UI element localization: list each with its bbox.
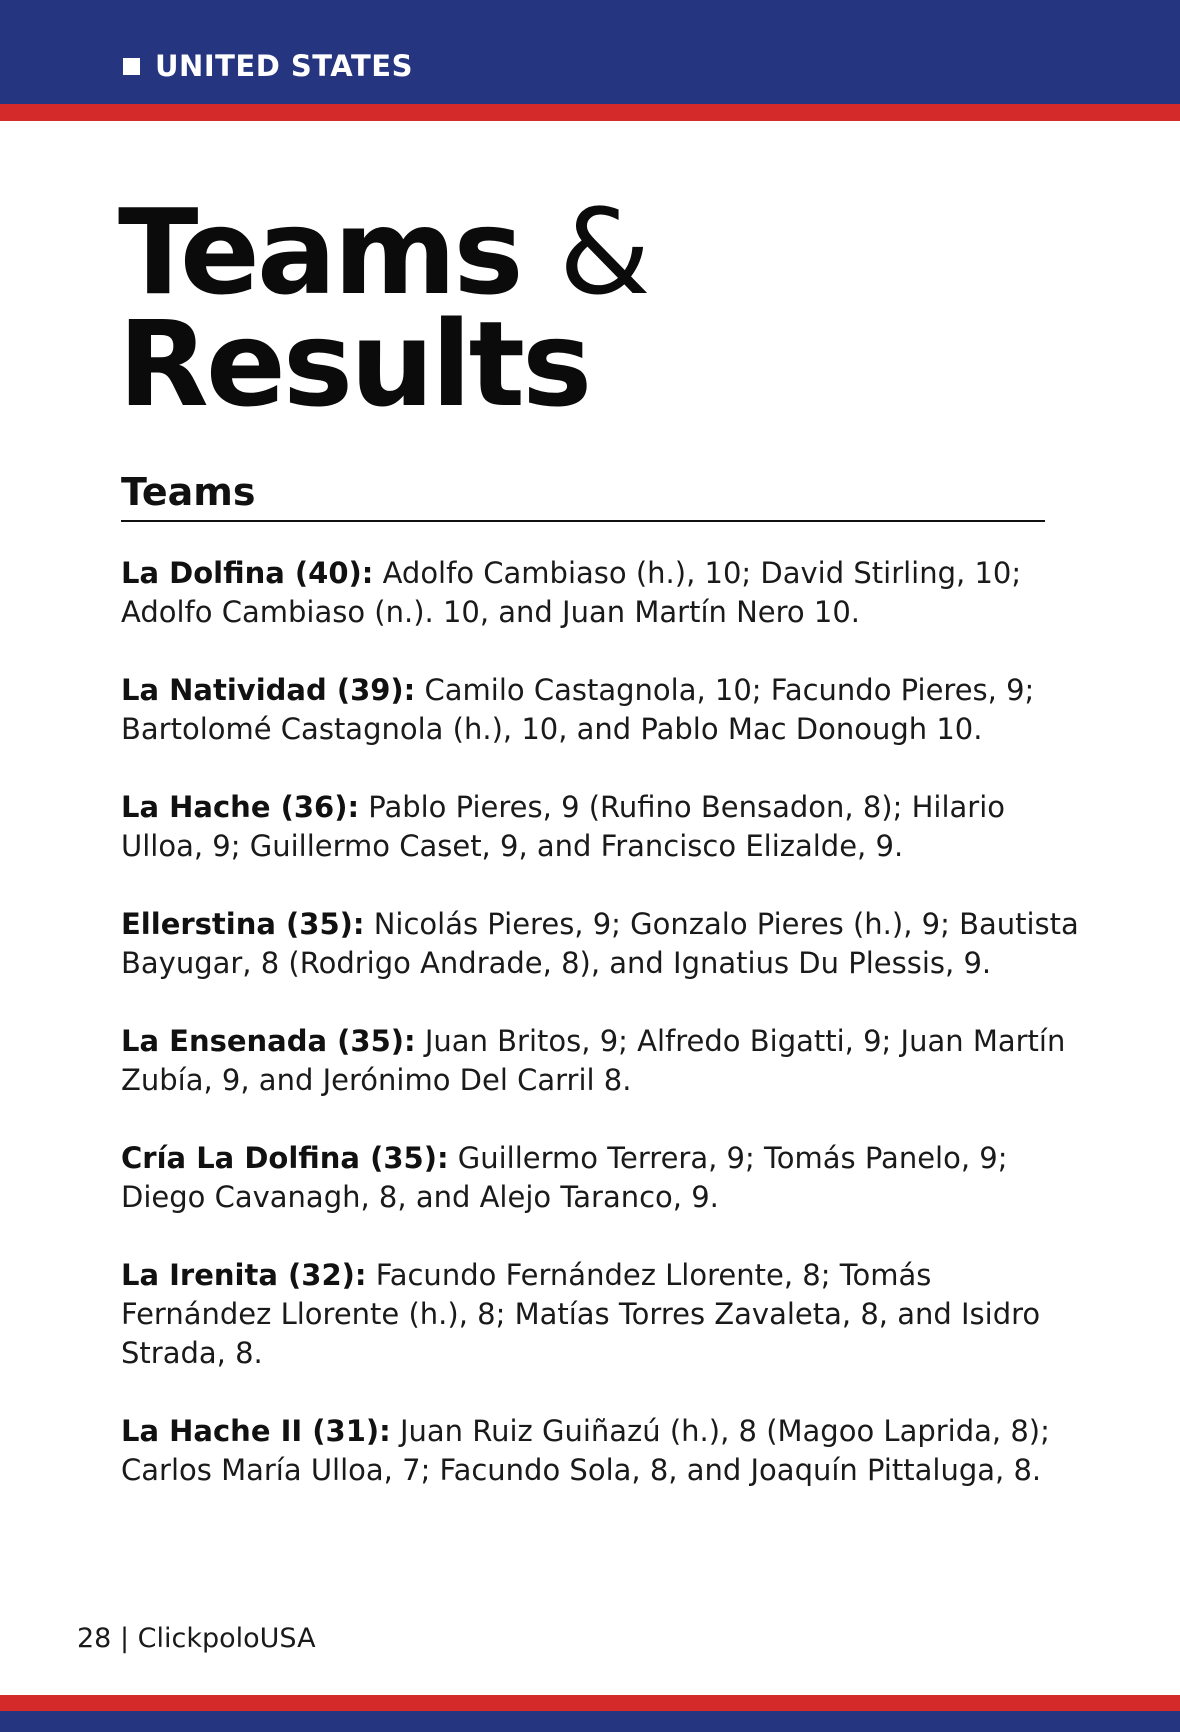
team-name: La Irenita (32): (121, 1258, 367, 1292)
team-name: La Dolfina (40): (121, 556, 374, 590)
team-details: Facundo Fernández Llorente, 8; Tomás Fernández Llorente (h.), 8; Matías Torres Zavaleta, 8, and Isidro Strada, 8. (121, 1258, 1041, 1370)
team-details: Camilo Castagnola, 10; Facundo Pieres, 9; Bartolomé Castagnola (h.), 10, and Pablo Mac Donough 10. (121, 673, 1035, 746)
team-entry (121, 788, 1081, 866)
section-label (123, 49, 413, 83)
publication-name: ClickpoloUSA (137, 1623, 316, 1654)
header-stripe (0, 104, 1180, 121)
team-entry (121, 1139, 1081, 1217)
footer-stripe (0, 1695, 1180, 1711)
team-name: Ellerstina (35): (121, 907, 365, 941)
footer-band (0, 1711, 1180, 1732)
page-title-ampersand: & (558, 183, 648, 321)
section-label-text: UNITED STATES (155, 49, 413, 83)
page-title (118, 183, 648, 433)
team-entry (121, 1022, 1081, 1100)
team-entry (121, 671, 1081, 749)
page-title-line1: Teams (118, 183, 521, 321)
team-name: La Ensenada (35): (121, 1024, 416, 1058)
team-details: Nicolás Pieres, 9; Gonzalo Pieres (h.), 9; Bautista Bayugar, 8 (Rodrigo Andrade, 8), and Ignatius Du Plessis, 9. (121, 907, 1079, 980)
team-list (121, 554, 1081, 1529)
square-bullet-icon (123, 58, 140, 75)
teams-heading: Teams (121, 470, 1045, 522)
team-entry (121, 1412, 1081, 1490)
team-entry (121, 905, 1081, 983)
page-footer (77, 1623, 316, 1654)
team-details: Pablo Pieres, 9 (Rufino Bensadon, 8); Hilario Ulloa, 9; Guillermo Caset, 9, and Francisco Elizalde, 9. (121, 790, 1006, 863)
footer-separator: | (119, 1623, 130, 1654)
team-name: La Hache II (31): (121, 1414, 391, 1448)
team-details: Juan Britos, 9; Alfredo Bigatti, 9; Juan Martín Zubía, 9, and Jerónimo Del Carril 8. (121, 1024, 1066, 1097)
team-name: Cría La Dolfina (35): (121, 1141, 449, 1175)
team-name: La Natividad (39): (121, 673, 416, 707)
team-details: Guillermo Terrera, 9; Tomás Panelo, 9; Diego Cavanagh, 8, and Alejo Taranco, 9. (121, 1141, 1008, 1214)
team-details: Adolfo Cambiaso (h.), 10; David Stirling, 10; Adolfo Cambiaso (n.). 10, and Juan Martín Nero 10. (121, 556, 1022, 629)
header-band (0, 0, 1180, 104)
team-name: La Hache (36): (121, 790, 360, 824)
team-entry (121, 1256, 1081, 1373)
team-entry (121, 554, 1081, 632)
page-title-line2: Results (118, 295, 590, 433)
page-number: 28 (77, 1623, 112, 1654)
team-details: Juan Ruiz Guiñazú (h.), 8 (Magoo Laprida, 8); Carlos María Ulloa, 7; Facundo Sola, 8, and Joaquín Pittaluga, 8. (121, 1414, 1050, 1487)
